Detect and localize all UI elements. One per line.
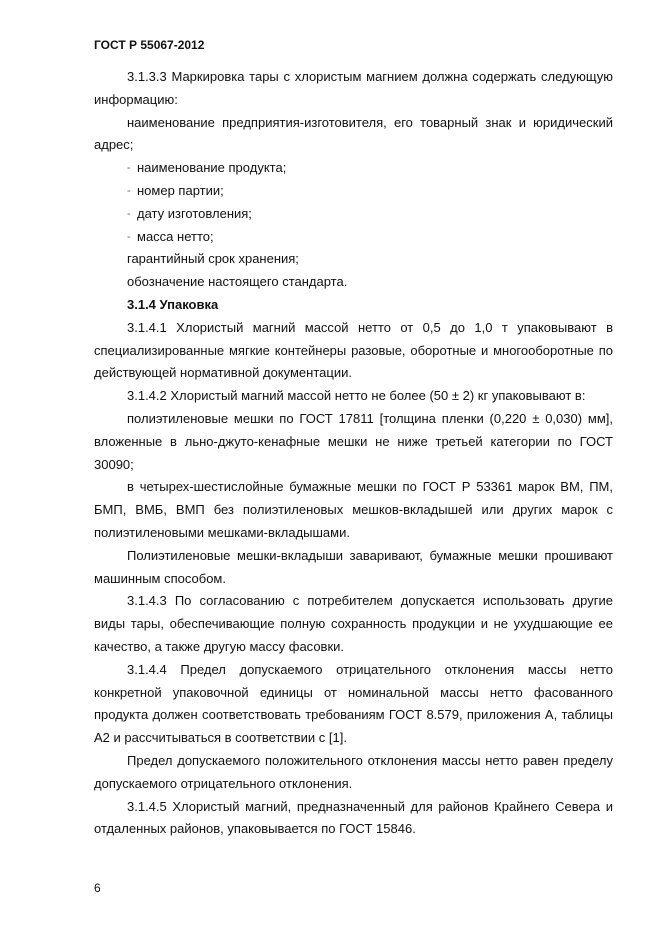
paragraph-3-1-3-3: 3.1.3.3 Маркировка тары с хлористым магнием должна содержать следующую информацию: bbox=[94, 69, 613, 107]
section-heading-3-1-4: 3.1.4 Упаковка bbox=[127, 296, 219, 312]
marking-item-standard: обозначение настоящего стандарта. bbox=[127, 274, 348, 290]
paragraph-pe-bags: полиэтиленовые мешки по ГОСТ 17811 [толщина пленки (0,220 ± 0,030) мм], вложенные в льно-джуто-кенафные мешки не ниже третьей категории по ГОСТ 30090; bbox=[94, 410, 613, 472]
paragraph-sealing: Полиэтиленовые мешки-вкладыши заваривают, бумажные мешки прошивают машинным способом. bbox=[94, 547, 613, 586]
page-body bbox=[94, 66, 613, 841]
paragraph-3-1-4-5: 3.1.4.5 Хлористый магний, предназначенный для районов Крайнего Севера и отдаленных районов, упаковывается по ГОСТ 15846. bbox=[94, 798, 613, 837]
page-number: 6 bbox=[94, 881, 101, 895]
paragraph-3-1-4-2: 3.1.4.2 Хлористый магний массой нетто не более (50 ± 2) кг упаковывают в: bbox=[127, 388, 586, 404]
document-header: ГОСТ Р 55067-2012 bbox=[94, 38, 205, 52]
marking-item-manufacturer: наименование предприятия-изготовителя, его товарный знак и юридический адрес; bbox=[94, 114, 613, 153]
marking-item-net-mass: - масса нетто; bbox=[94, 226, 613, 249]
marking-item-product-name: - наименование продукта; bbox=[94, 157, 613, 180]
paragraph-3-1-4-3: 3.1.4.3 По согласованию с потребителем допускается использовать другие виды тары, обеспечивающие полную сохранность продукции и не ухудшающие ее качество, а также другую массу фасовки. bbox=[94, 593, 613, 654]
paragraph-3-1-4-1: 3.1.4.1 Хлористый магний массой нетто от 0,5 до 1,0 т упаковывают в специализированные мягкие контейнеры разовые, оборотные и многооборотные по действующей нормативной документации. bbox=[94, 319, 613, 381]
marking-item-shelf-life: гарантийный срок хранения; bbox=[127, 251, 299, 267]
paragraph-3-1-4-4: 3.1.4.4 Предел допускаемого отрицательного отклонения массы нетто конкретной упаковочной единицы от номинальной массы нетто фасованного продукта должен соответствовать требованиям ГОСТ 8.579, приложения А, таблицы А2 и рассчитываться в соответствии с [1]. bbox=[94, 661, 613, 746]
paragraph-paper-bags: в четырех-шестислойные бумажные мешки по ГОСТ Р 53361 марок ВМ, ПМ, БМП, ВМБ, ВМП без полиэтиленовых мешков-вкладышей или других марок с полиэтиленовыми мешками-вкладышами. bbox=[94, 479, 613, 540]
marking-item-batch-number: - номер партии; bbox=[94, 180, 613, 203]
paragraph-positive-deviation: Предел допускаемого положительного отклонения массы нетто равен пределу допускаемого отрицательного отклонения. bbox=[94, 752, 613, 791]
marking-item-manufacture-date: - дату изготовления; bbox=[94, 203, 613, 226]
